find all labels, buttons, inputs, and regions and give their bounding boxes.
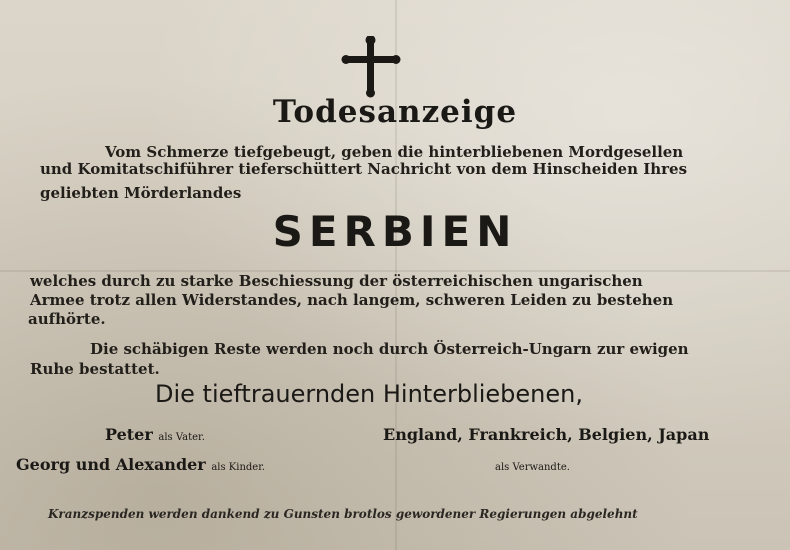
body-line-2: Armee trotz allen Widerstandes, nach langem, schweren Leiden zu bestehen [30,291,674,309]
body-line-1: welches durch zu starke Beschiessung der österreichischen ungarischen [30,272,643,290]
deceased-name: SERBIEN [272,207,518,256]
relatives-role: als Verwandte. [495,462,570,473]
relative-countries: England, Frankreich, Belgien, Japan [383,425,710,444]
relative-children [16,455,265,474]
intro-line-2: und Komitatschiführer tieferschüttert Nachricht von dem Hinscheiden Ihres [40,160,688,178]
children-role: als Kinder. [211,462,266,473]
father-name: Peter [105,425,153,444]
body-line-4: Die schäbigen Reste werden noch durch Österreich-Ungarn zur ewigen [90,340,689,358]
father-role: als Vater. [158,432,205,443]
intro-line-3: geliebten Mörderlandes [40,184,242,202]
body-line-3: aufhörte. [28,310,106,328]
relative-father [105,425,205,444]
footer-note: Kranzspenden werden dankend zu Gunsten brotlos gewordener Regierungen abgelehnt [48,507,638,521]
notice-title: Todesanzeige [272,94,518,130]
relatives-role-line [495,455,570,474]
mourners-heading: Die tieftrauernden Hinterbliebenen, [155,380,583,408]
body-line-5: Ruhe bestattet. [30,360,160,378]
cross-icon [341,36,401,98]
intro-line-1: Vom Schmerze tiefgebeugt, geben die hinterbliebenen Mordgesellen [105,143,684,161]
children-names: Georg und Alexander [16,455,206,474]
